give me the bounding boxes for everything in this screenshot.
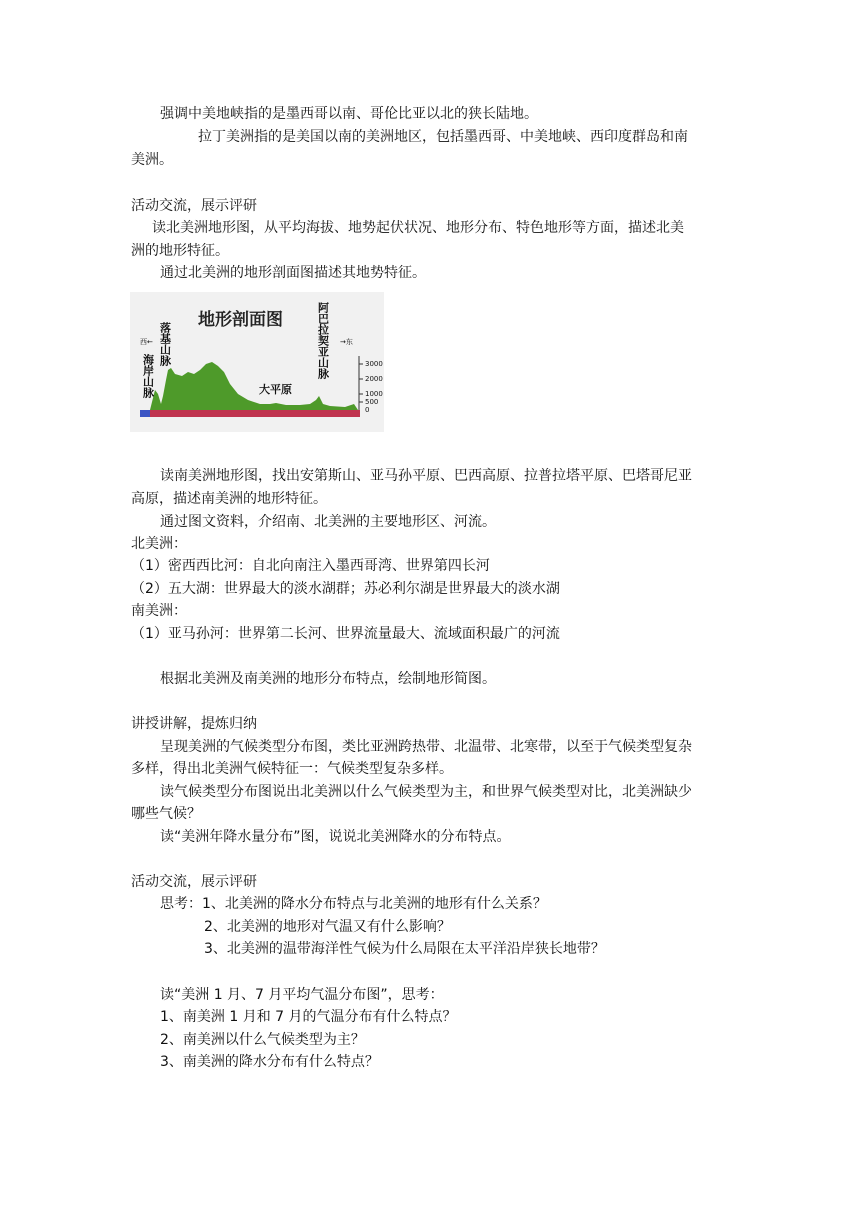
text-line: 通过图文资料，介绍南、北美洲的主要地形区、河流。 (160, 514, 496, 530)
text-line: 读气候类型分布图说出北美洲以什么气候类型为主，和世界气候类型对比，北美洲缺少 (160, 784, 692, 800)
text-line: 3、南美洲的降水分布有什么特点？ (160, 1054, 379, 1070)
section-heading: 讲授讲解，提炼归纳 (131, 716, 257, 732)
text-line: 读南美洲地形图，找出安第斯山、亚马孙平原、巴西高原、拉普拉塔平原、巴塔哥尼亚 (160, 468, 692, 484)
coast-range-label: 海岸山脉 (141, 354, 155, 398)
text-line: 通过北美洲的地形剖面图描述其地势特征。 (160, 265, 426, 281)
rockies-label: 落基山脉 (158, 322, 172, 366)
text-line: 1、南美洲 1 月和 7 月的气温分布有什么特点？ (160, 1009, 457, 1025)
text-line: 2、南美洲以什么气候类型为主？ (160, 1032, 365, 1048)
text-line: 呈现美洲的气候类型分布图，类比亚洲跨热带、北温带、北寒带，以至于气候类型复杂 (160, 739, 692, 755)
text-line: （2）五大湖：世界最大的淡水湖群；苏必利尔湖是世界最大的淡水湖 (131, 581, 560, 597)
text-line: 北美洲： (131, 536, 187, 552)
text-line: 读“美洲年降水量分布”图，说说北美洲降水的分布特点。 (160, 829, 511, 845)
text-line: 洲的地形特征。 (131, 243, 229, 259)
sea-west (140, 410, 150, 417)
section-heading: 活动交流，展示评研 (131, 198, 257, 214)
plains-label: 大平原 (259, 383, 292, 396)
text-line: 拉丁美洲指的是美国以南的美洲地区，包括墨西哥、中美地峡、西印度群岛和南 (198, 129, 688, 145)
tick-label: 1000 (365, 390, 383, 398)
text-line: 多样，得出北美洲气候特征一：气候类型复杂多样。 (131, 761, 453, 777)
text-line: 读北美洲地形图，从平均海拔、地势起伏状况、地形分布、特色地形等方面，描述北美 (152, 220, 684, 236)
text-line: （1）亚马孙河：世界第二长河、世界流量最大、流域面积最广的河流 (131, 626, 560, 642)
tick-label: 0 (365, 406, 370, 414)
tick-label: 3000 (365, 360, 383, 368)
west-label: 西← (140, 338, 153, 346)
east-label: →东 (340, 338, 353, 346)
section-heading: 活动交流，展示评研 (131, 874, 257, 890)
tick-label: 2000 (365, 375, 383, 383)
terrain-profile-figure (130, 292, 384, 432)
appalachian-label: 阿巴拉契亚山脉 (316, 302, 330, 379)
text-line: 美洲。 (131, 152, 173, 168)
figure-title: 地形剖面图 (198, 310, 283, 330)
base-bar (140, 410, 360, 417)
text-line: 哪些气候？ (131, 806, 201, 822)
text-line: 2、北美洲的地形对气温又有什么影响？ (204, 919, 451, 935)
text-line: 根据北美洲及南美洲的地形分布特点，绘制地形简图。 (160, 671, 496, 687)
text-line: （1）密西西比河：自北向南注入墨西哥湾、世界第四长河 (131, 558, 490, 574)
text-line: 3、北美洲的温带海洋性气候为什么局限在太平洋沿岸狭长地带？ (204, 941, 605, 957)
tick-label: 500 (365, 398, 379, 406)
text-line: 读“美洲 1 月、7 月平均气温分布图”，思考： (160, 987, 444, 1003)
text-line: 南美洲： (131, 603, 187, 619)
text-line: 强调中美地峡指的是墨西哥以南、哥伦比亚以北的狭长陆地。 (160, 106, 538, 122)
text-line: 高原，描述南美洲的地形特征。 (131, 491, 327, 507)
text-line: 思考：1、北美洲的降水分布特点与北美洲的地形有什么关系？ (160, 896, 547, 912)
